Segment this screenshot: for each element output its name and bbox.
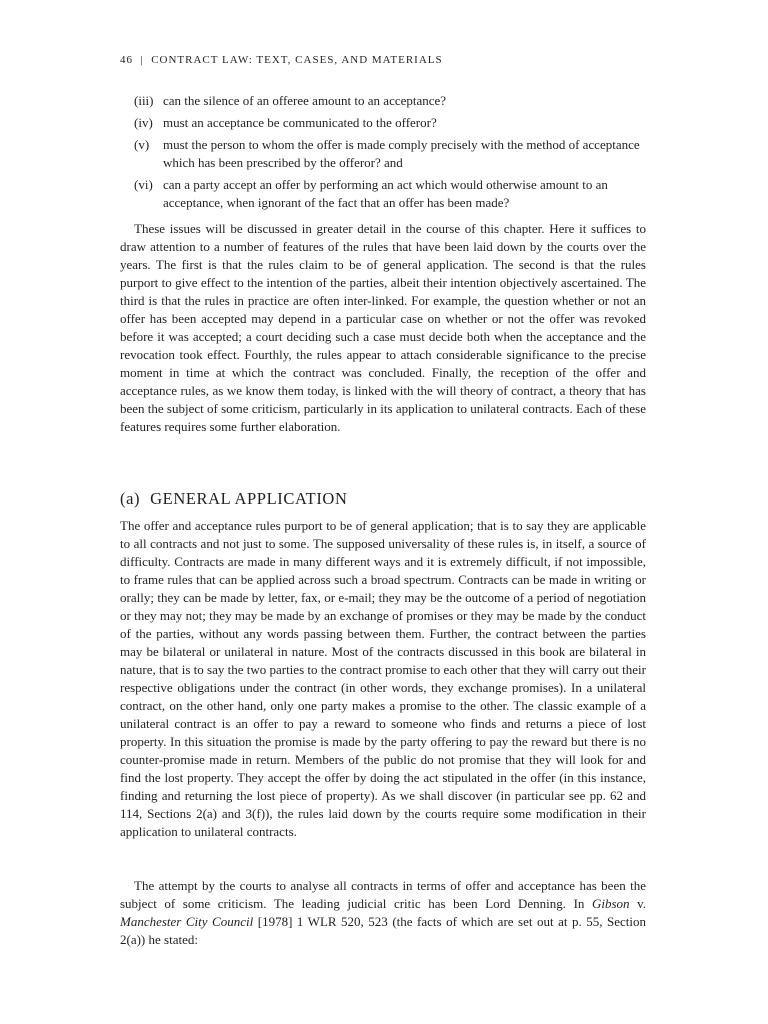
section-title: GENERAL APPLICATION (150, 489, 348, 508)
section-number: (a) (120, 489, 141, 508)
list-item (120, 114, 646, 132)
list-item-number: (vi) (134, 177, 153, 192)
question-list (120, 92, 646, 216)
list-item-number: (iii) (134, 93, 154, 108)
section-paragraph-1: The offer and acceptance rules purport to be of general application; that is to say they are applicable to all contracts and not just to some. The supposed universality of these rules is, in itself, a source of difficulty. Contracts are made in many different ways and it is extremely difficult, if not impossible, to frame rules that can be applied across such a broad spectrum. Contracts can be made in writing or orally; they can be made by letter, fax, or e-mail; they may be the outcome of a period of negotiation or they may not; they may be made by an exchange of promises or they may be made by the conduct of the parties, without any words passing between them. Further, the contract between the parties may be bilateral or unilateral in nature. Most of the contracts discussed in this book are bilateral in nature, that is to say the two parties to the contract promise to each other that they will carry out their respective obligations under the contract (in other words, they exchange promises). In a unilateral contract, on the other hand, only one party makes a promise to the other. The classic example of a unilateral contract is an offer to pay a reward to someone who finds and returns a piece of lost property. In this situation the promise is made by the party offering to pay the reward but there is no counter-promise made in return. Members of the public do not promise that they will look for and find the lost property. They accept the offer by doing the act stipulated in the offer (in this instance, finding and returning the lost piece of property). As we shall discover (in particular see pp. 62 and 114, Sections 2(a) and 3(f)), the rules laid down by the courts require some modification in their application to unilateral contracts. (120, 518, 646, 839)
list-item-text: must the person to whom the offer is made comply precisely with the method of acceptance which has been prescribed by the offeror? and (163, 137, 640, 170)
list-item (120, 136, 646, 172)
running-head-separator: | (140, 54, 144, 66)
case-party-1: Gibson (591, 896, 630, 911)
list-item (120, 176, 646, 212)
list-item-text: must an acceptance be communicated to the offeror? (163, 115, 437, 130)
list-item-number: (iv) (134, 115, 153, 130)
case-v: v. (637, 896, 647, 911)
case-party-2: Manchester City Council (120, 914, 254, 929)
list-item-number: (v) (134, 137, 150, 152)
list-item (120, 92, 646, 110)
paragraph-lead: The attempt by the courts to analyse all contracts in terms of offer and acceptance has been the subject of some criticism. The leading judicial critic has been Lord Denning. In (120, 878, 646, 911)
list-item-text: can a party accept an offer by performing an act which would otherwise amount to an acceptance, when ignorant of the fact that an offer has been made? (163, 177, 608, 210)
section-heading (120, 489, 347, 509)
running-head-title: CONTRACT LAW: TEXT, CASES, AND MATERIALS (151, 54, 443, 66)
intro-paragraph: These issues will be discussed in greater detail in the course of this chapter. Here it suffices to draw attention to a number of features of the rules that have been laid down by the courts over the years. The first is that the rules claim to be of general application. The second is that the rules purport to give effect to the intention of the parties, albeit their intention objectively ascertained. The third is that the rules in practice are often inter-linked. For example, the question whether or not an offer has been accepted may depend in a particular case on whether or not the offer was revoked before it was accepted; a court deciding such a case must decide both when the acceptance and the revocation took effect. Fourthly, the rules appear to attach considerable significance to the precise moment in time at which the contract was concluded. Finally, the reception of the offer and acceptance rules, as we know them today, is linked with the will theory of contract, a theory that has been the subject of some criticism, particularly in its application to unilateral contracts. Each of these features requires some further elaboration. (120, 221, 646, 434)
section-paragraph-2 (120, 877, 646, 949)
page-number: 46 (120, 54, 133, 66)
list-item-text: can the silence of an offeree amount to an acceptance? (163, 93, 447, 108)
running-head (120, 53, 443, 67)
paragraph-tail: [1978] 1 WLR 520, 523 (the facts of which are set out at p. 55, Section 2(a)) he stated: (120, 914, 647, 947)
